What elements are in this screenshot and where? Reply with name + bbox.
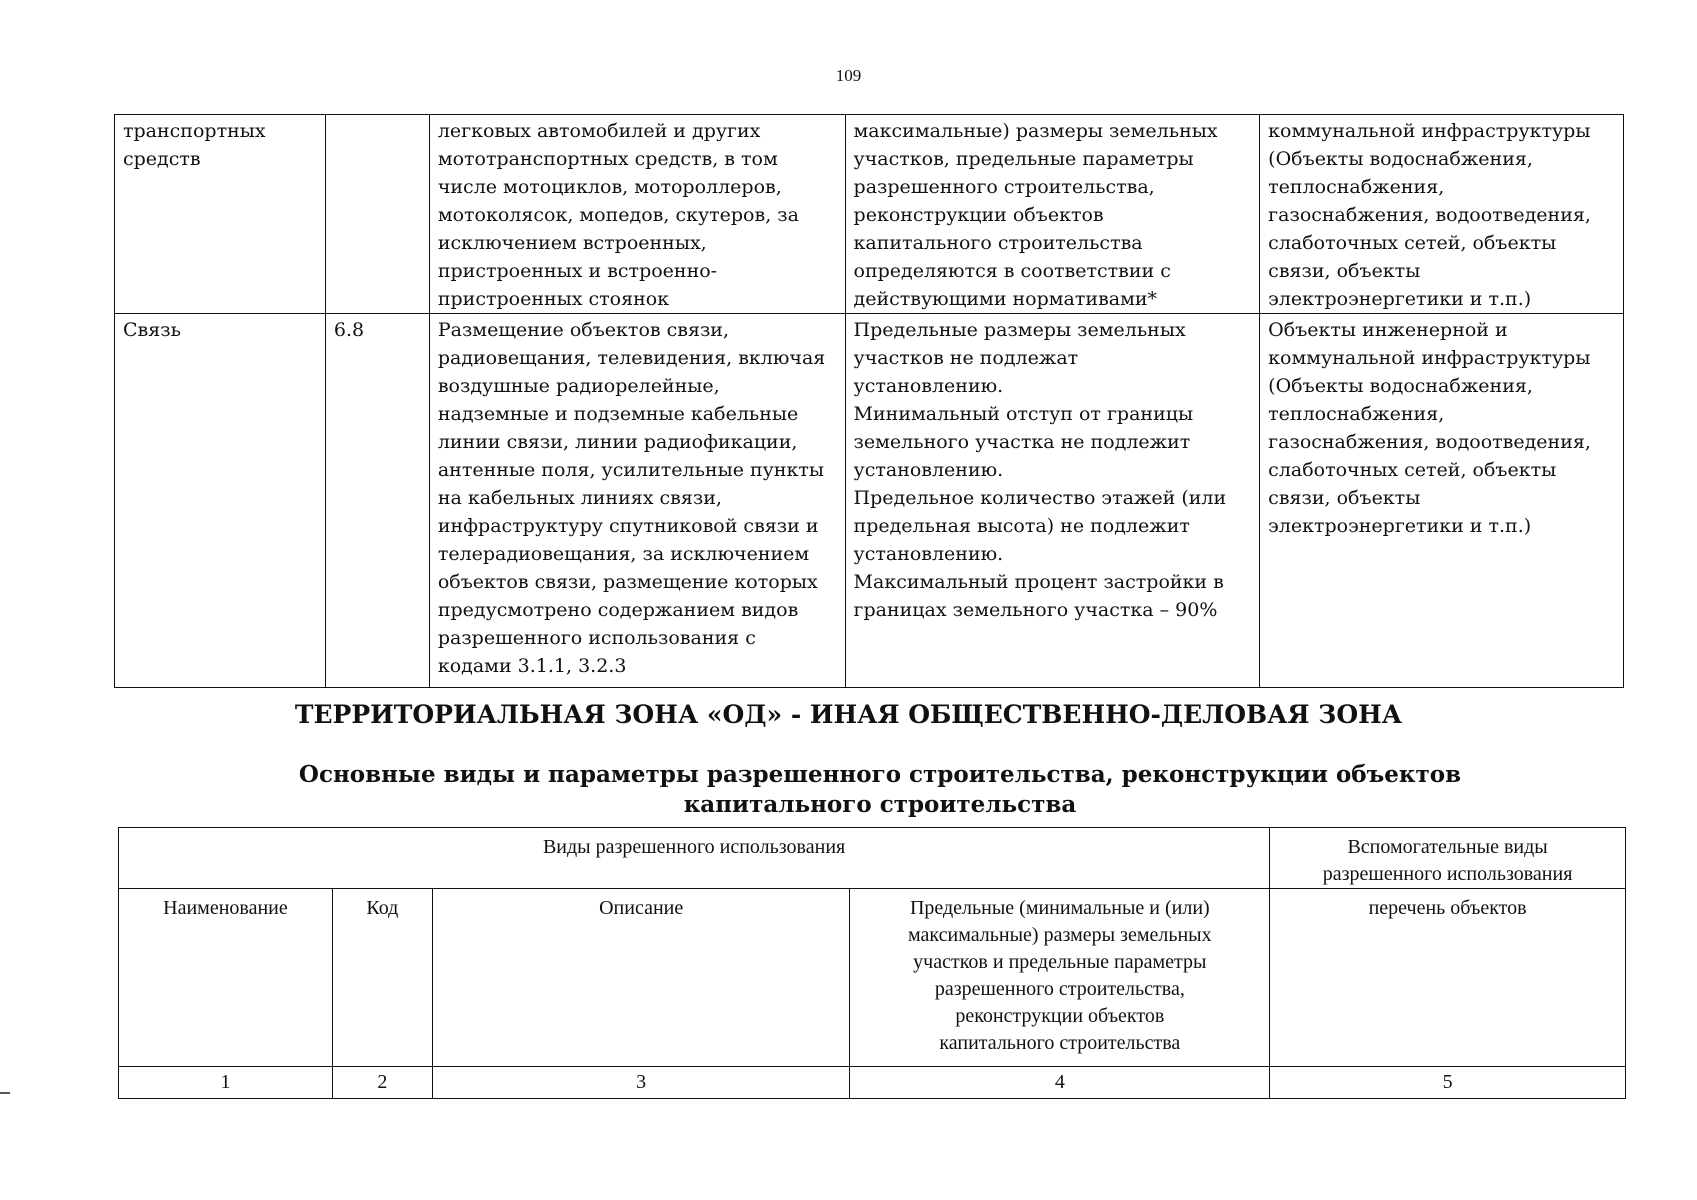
column-number: 4 bbox=[850, 1067, 1270, 1099]
use-description-cell bbox=[429, 115, 845, 314]
use-description: Размещение объектов связи, радиовещания, телевидения, включая воздушные радиорелейные, надземные и подземные кабельные линии связи, линии радиофикации, антенные поля, усилительные пункты на кабельных линиях связи, инфраструктуру спутниковой связи и телерадиовещания, за исключением объектов связи, размещение которых предусмотрено содержанием видов разрешенного использования с кодами 3.1.1, 3.2.3 bbox=[437, 319, 826, 677]
continued-land-use-table bbox=[114, 114, 1624, 688]
use-description-cell bbox=[429, 314, 845, 688]
col-header-name bbox=[119, 889, 333, 1067]
use-name: Связь bbox=[123, 319, 181, 341]
auxiliary-uses: Объекты инженерной и коммунальной инфраструктуры (Объекты водоснабжения, теплоснабжения, газоснабжения, водоотведения, слаботочных сетей, объекты связи, объекты электроэнергетики и т.п.) bbox=[1268, 319, 1591, 537]
auxiliary-uses-cell bbox=[1260, 115, 1624, 314]
column-number-row bbox=[119, 1067, 1626, 1099]
col-header-label: Код bbox=[366, 897, 399, 919]
use-code-cell bbox=[325, 314, 429, 688]
permitted-uses-group-header bbox=[119, 828, 1270, 889]
auxiliary-uses-cell bbox=[1260, 314, 1624, 688]
use-name: транспортных средств bbox=[123, 120, 266, 170]
column-number: 1 bbox=[119, 1067, 333, 1099]
table-row bbox=[115, 314, 1624, 688]
use-description: легковых автомобилей и других мототранспортных средств, в том числе мотоциклов, мотороллеров, мотоколясок, мопедов, скутеров, за исключением встроенных, пристроенных и встроенно- пристроенных стоянок bbox=[437, 120, 799, 310]
column-number: 5 bbox=[1270, 1067, 1626, 1099]
use-code: 6.8 bbox=[333, 319, 365, 341]
zone-od-land-use-table bbox=[118, 827, 1626, 1099]
use-parameters: максимальные) размеры земельных участков, предельные параметры разрешенного строительства, реконструкции объектов капитального строительства определяются в соответствии с действующими нормативами* bbox=[853, 120, 1218, 310]
table-header-row bbox=[119, 828, 1626, 889]
use-name-cell bbox=[115, 115, 326, 314]
auxiliary-uses: коммунальной инфраструктуры (Объекты водоснабжения, теплоснабжения, газоснабжения, водоотведения, слаботочных сетей, объекты связи, объекты электроэнергетики и т.п.) bbox=[1268, 120, 1591, 310]
use-parameters-cell bbox=[845, 115, 1260, 314]
aux-header-label: Вспомогательные виды разрешенного использования bbox=[1322, 836, 1573, 885]
section-subtitle: Основные виды и параметры разрешенного строительства, реконструкции объектов капитального строительства bbox=[298, 761, 1462, 818]
scan-edge-mark bbox=[0, 1092, 10, 1094]
col-header-aux-list bbox=[1270, 889, 1626, 1067]
auxiliary-uses-header bbox=[1270, 828, 1626, 889]
column-number: 2 bbox=[332, 1067, 432, 1099]
col-header-label: Наименование bbox=[163, 897, 288, 919]
col-header-code bbox=[332, 889, 432, 1067]
col-header-description bbox=[432, 889, 850, 1067]
table-row bbox=[115, 115, 1624, 314]
group-header-label: Виды разрешенного использования bbox=[542, 836, 846, 858]
table-header-row bbox=[119, 889, 1626, 1067]
use-code-cell bbox=[325, 115, 429, 314]
use-parameters-cell bbox=[845, 314, 1260, 688]
use-parameters: Предельные размеры земельных участков не подлежат установлению. Минимальный отступ от границы земельного участка не подлежит установлению. Предельное количество этажей (или предельная высота) не подлежит установлению. Максимальный процент застройки в границах земельного участка – 90% bbox=[853, 319, 1227, 621]
col-header-label: перечень объектов bbox=[1368, 897, 1527, 919]
zone-title: ТЕРРИТОРИАЛЬНАЯ ЗОНА «ОД» - ИНАЯ ОБЩЕСТВЕННО-ДЕЛОВАЯ ЗОНА bbox=[294, 700, 1403, 729]
page-number: 109 bbox=[835, 66, 862, 85]
col-header-label: Описание bbox=[599, 897, 684, 919]
col-header-label: Предельные (минимальные и (или) максимальные) размеры земельных участков и предельные параметры разрешенного строительства, реконструкции объектов капитального строительства bbox=[908, 897, 1212, 1054]
column-number: 3 bbox=[432, 1067, 850, 1099]
col-header-parameters bbox=[850, 889, 1270, 1067]
use-name-cell bbox=[115, 314, 326, 688]
